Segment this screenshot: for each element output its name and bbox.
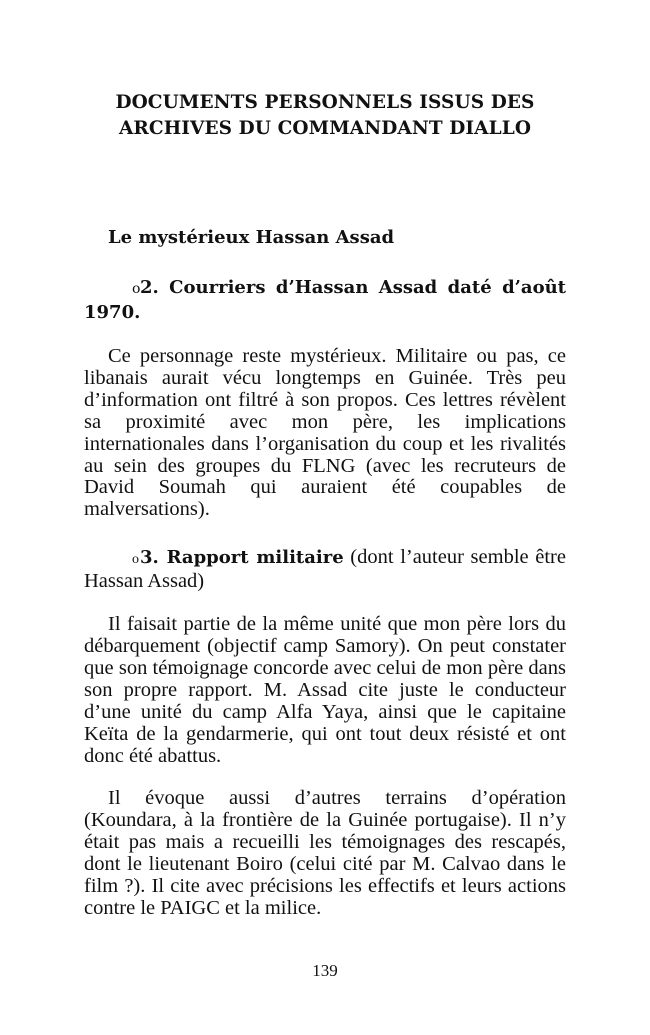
bullet-icon: o xyxy=(132,281,141,297)
chapter-title xyxy=(84,90,566,142)
paragraph-terrains-operation: Il évoque aussi d’autres terrains d’opération (Koundara, à la frontière de la Guinée portugaise). Il n’y était pas mais a recueilli les témoignages des rescapés, dont le lieutenant Boiro (celui cité par M. Calvao dans le film ?). Il cite avec précisions les effectifs et leurs actions contre le PAIGC et la milice. xyxy=(84,787,566,919)
bullet-icon: o xyxy=(132,552,139,568)
paragraph-meme-unite: Il faisait partie de la même unité que mon père lors du débarquement (objectif camp Samory). On peut constater que son témoignage concorde avec celui de mon père dans son propre rapport. M. Assad cite juste le conducteur d’une unité du camp Alfa Yaya, ainsi que le capitaine Keïta de la gendarmerie, qui ont tout deux résisté et ont donc été abattus. xyxy=(84,613,566,767)
chapter-title-line1: DOCUMENTS PERSONNELS ISSUS DES xyxy=(115,92,535,113)
page-number: 139 xyxy=(312,961,338,980)
section-heading: Le mystérieux Hassan Assad xyxy=(108,227,395,248)
item-heading-rapport: 3. Rapport militaire xyxy=(140,547,344,569)
document-page xyxy=(84,90,566,920)
item-heading-rapport-note: (dont l’auteur semble être Hassan Assad) xyxy=(84,546,566,593)
list-item-courriers xyxy=(84,276,566,325)
chapter-title-line2: ARCHIVES DU COMMANDANT DIALLO xyxy=(118,118,532,139)
item-heading-courriers: 2. Courriers d’Hassan Assad daté d’août 1970. xyxy=(84,277,566,323)
paragraph-hassan-assad: Ce personnage reste mystérieux. Militaire ou pas, ce libanais aurait vécu longtemps en Guinée. Très peu d’information ont filtré à son propos. Ces lettres révèlent sa proximité avec mon père, les implications internationales dans l’organisation du coup et les rivalités au sein des groupes du FLNG (avec les recruteurs de David Soumah qui auraient été coupables de malversations). xyxy=(84,345,566,521)
list-item-rapport xyxy=(84,547,566,593)
